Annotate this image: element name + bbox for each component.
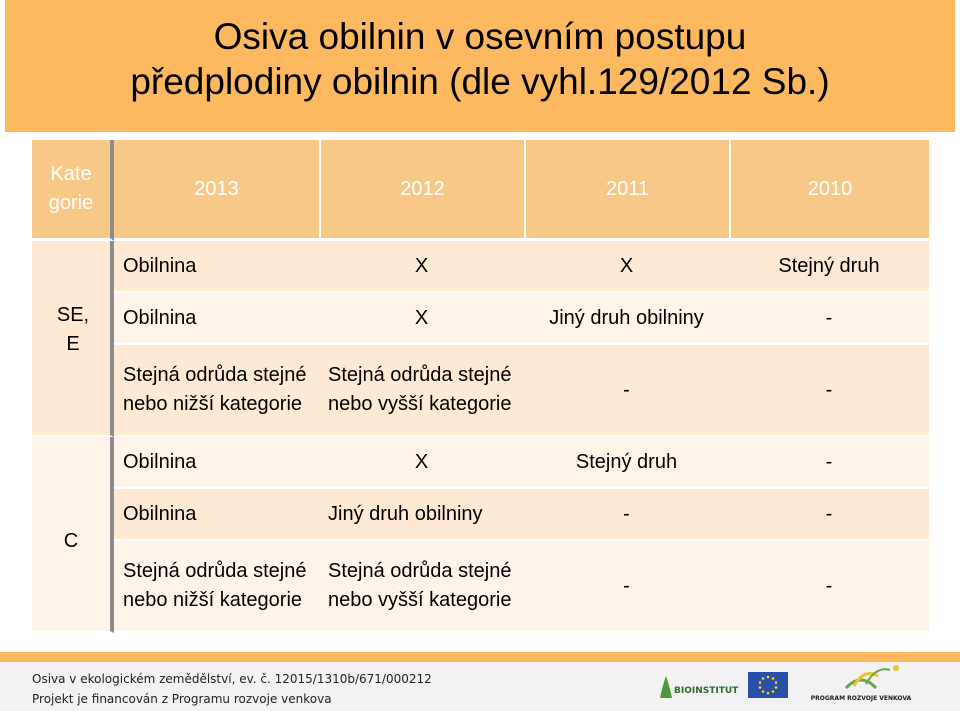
- table-cell: -: [524, 489, 729, 541]
- footer-funding-note: Projekt je financován z Programu rozvoje venkova: [32, 692, 332, 706]
- table-cell: X: [319, 437, 524, 489]
- table-cell: Stejná odrůda stejné nebo nižší kategorie: [114, 345, 319, 437]
- footer-stripe: [0, 652, 960, 662]
- table-cell: Stejný druh: [729, 241, 929, 293]
- table-cell: Obilnina: [114, 437, 319, 489]
- table-row: [32, 293, 929, 345]
- footer-project-number: Osiva v ekologickém zemědělství, ev. č. 12015/1310b/671/000212: [32, 672, 432, 686]
- table-cell: Obilnina: [114, 241, 319, 293]
- table-cell: -: [729, 541, 929, 633]
- category-se-e: SE, E: [32, 241, 114, 437]
- header-2010: 2010: [729, 140, 929, 241]
- table-cell: Jiný druh obilniny: [319, 489, 524, 541]
- table-cell: X: [319, 241, 524, 293]
- table-cell: Jiný druh obilniny: [524, 293, 729, 345]
- table-row: [32, 489, 929, 541]
- eu-flag-logo: [748, 672, 788, 698]
- bioinstitut-logo: BIOINSTITUT: [658, 672, 738, 702]
- title-line-2: předplodiny obilnin (dle vyhl.129/2012 Sb.): [130, 61, 830, 102]
- program-rozvoje-venkova-logo: PROGRAM ROZVOJE VENKOVA: [806, 662, 916, 702]
- table-cell: X: [319, 293, 524, 345]
- table-cell: -: [729, 345, 929, 437]
- table-cell: -: [729, 489, 929, 541]
- page-title: [5, 14, 955, 104]
- header-2011: 2011: [524, 140, 729, 241]
- table-cell: Obilnina: [114, 489, 319, 541]
- table-cell: Stejná odrůda stejné nebo vyšší kategorie: [319, 345, 524, 437]
- category-c: C: [32, 437, 114, 633]
- table-row: [32, 241, 929, 293]
- table-cell: Obilnina: [114, 293, 319, 345]
- title-line-1: Osiva obilnin v osevním postupu: [213, 16, 747, 57]
- table-cell: -: [524, 345, 729, 437]
- table-row: [32, 437, 929, 489]
- table-cell: -: [729, 293, 929, 345]
- table-row: [32, 541, 929, 633]
- title-banner: [5, 0, 955, 132]
- table-cell: X: [524, 241, 729, 293]
- header-2012: 2012: [319, 140, 524, 241]
- table-cell: Stejný druh: [524, 437, 729, 489]
- header-kategorie: Kate gorie: [32, 140, 114, 241]
- crop-rotation-table: [32, 140, 929, 633]
- table-cell: Stejná odrůda stejné nebo vyšší kategorie: [319, 541, 524, 633]
- table-cell: -: [729, 437, 929, 489]
- table-cell: Stejná odrůda stejné nebo nižší kategorie: [114, 541, 319, 633]
- table-row: [32, 345, 929, 437]
- table-header-row: [32, 140, 929, 241]
- header-2013: 2013: [114, 140, 319, 241]
- table-cell: -: [524, 541, 729, 633]
